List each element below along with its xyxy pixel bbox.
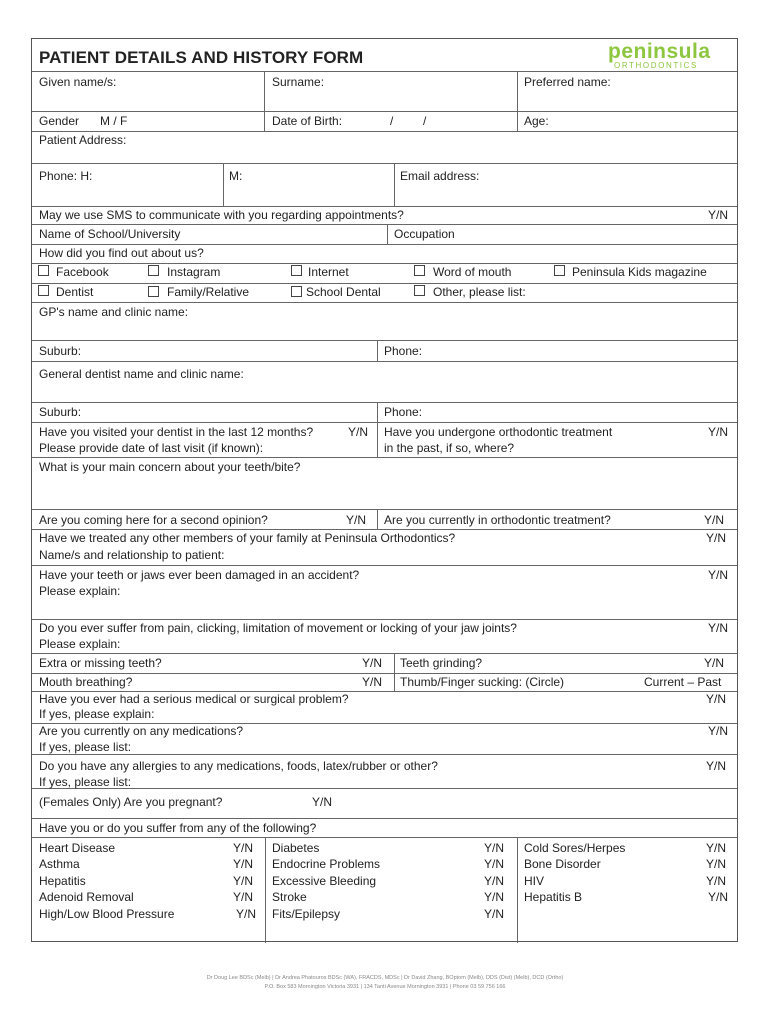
yn-option[interactable]: Y/N [312, 795, 333, 809]
yn-option[interactable]: Y/N [348, 425, 369, 439]
conditions-question: Have you or do you suffer from any of the following? [39, 821, 317, 835]
condition-item: Asthma [39, 857, 80, 871]
yn-option[interactable]: Y/N [708, 621, 729, 635]
family-relative-label: Family/Relative [167, 285, 250, 299]
yn-option[interactable]: Y/N [706, 841, 727, 855]
dentist-name-label: General dentist name and clinic name: [39, 367, 244, 381]
dob-separator: / [423, 114, 427, 128]
condition-item: Hepatitis [39, 874, 86, 888]
word-of-mouth-checkbox[interactable] [414, 265, 425, 276]
dentist-phone-label: Phone: [384, 405, 423, 419]
current-past-option[interactable]: Current – Past [644, 675, 722, 689]
yn-option[interactable]: Y/N [484, 874, 505, 888]
condition-item: Cold Sores/Herpes [524, 841, 626, 855]
ortho-past-question: Have you undergone orthodontic treatment [384, 425, 613, 439]
condition-item: Diabetes [272, 841, 320, 855]
phone-home-label: Phone: H: [39, 169, 93, 183]
yn-option[interactable]: Y/N [708, 724, 729, 738]
sms-question: May we use SMS to communicate with you regarding appointments? [39, 208, 404, 222]
footer-doctors: Dr Doug Lee BDSc (Melb) | Dr Andrea Phatouros BDSc (WA), FRACDS, MDSc | Dr David Zhang, BOptom (Melb), DDS (Dist) (Melb), DCD (Ortho) [206, 975, 564, 981]
yn-option[interactable]: Y/N [233, 841, 254, 855]
condition-item: Heart Disease [39, 841, 116, 855]
damaged-question: Have your teeth or jaws ever been damaged in an accident? [39, 568, 360, 582]
please-explain-label: Please explain: [39, 584, 121, 598]
condition-item: Stroke [272, 890, 307, 904]
facebook-label: Facebook [56, 265, 109, 279]
surname-label: Surname: [272, 75, 325, 89]
yn-option[interactable]: Y/N [346, 513, 367, 527]
condition-item: Bone Disorder [524, 857, 601, 871]
yn-option[interactable]: Y/N [484, 890, 505, 904]
condition-item: HIV [524, 874, 545, 888]
ortho-past-where: in the past, if so, where? [384, 441, 515, 455]
yn-option[interactable]: Y/N [708, 890, 729, 904]
yn-option[interactable]: Y/N [706, 857, 727, 871]
family-names-label: Name/s and relationship to patient: [39, 548, 225, 562]
school-label: Name of School/University [39, 227, 181, 241]
preferred-name-label: Preferred name: [524, 75, 611, 89]
other-label: Other, please list: [433, 285, 526, 299]
dob-label: Date of Birth: [272, 114, 343, 128]
if-yes-list-label: If yes, please list: [39, 775, 132, 789]
kids-magazine-label: Peninsula Kids magazine [572, 265, 707, 279]
condition-item: Adenoid Removal [39, 890, 134, 904]
medical-problem-question: Have you ever had a serious medical or surgical problem? [39, 692, 349, 706]
condition-item: Hepatitis B [524, 890, 583, 904]
yn-option[interactable]: Y/N [362, 656, 383, 670]
medications-question: Are you currently on any medications? [39, 724, 244, 738]
facebook-checkbox[interactable] [38, 265, 49, 276]
grinding-question: Teeth grinding? [400, 656, 483, 670]
word-of-mouth-label: Word of mouth [433, 265, 512, 279]
occupation-label: Occupation [394, 227, 455, 241]
phone-mobile-label: M: [229, 169, 243, 183]
dentist-label: Dentist [56, 285, 94, 299]
condition-item: Excessive Bleeding [272, 874, 377, 888]
yn-option[interactable]: Y/N [708, 568, 729, 582]
condition-item: Fits/Epilepsy [272, 907, 341, 921]
patient-form [31, 38, 738, 942]
last-visit-label: Please provide date of last visit (if known): [39, 441, 264, 455]
gp-name-label: GP's name and clinic name: [39, 305, 189, 319]
yn-option[interactable]: Y/N [484, 857, 505, 871]
yn-option[interactable]: Y/N [706, 874, 727, 888]
school-dental-label: School Dental [306, 285, 381, 299]
dob-separator: / [390, 114, 394, 128]
yn-option[interactable]: Y/N [484, 907, 505, 921]
condition-item: Endocrine Problems [272, 857, 381, 871]
main-concern-label: What is your main concern about your teeth/bite? [39, 460, 301, 474]
yn-option[interactable]: Y/N [706, 531, 727, 545]
extra-teeth-question: Extra or missing teeth? [39, 656, 162, 670]
other-checkbox[interactable] [414, 285, 425, 296]
logo-main-text: peninsula [608, 40, 711, 63]
instagram-checkbox[interactable] [148, 265, 159, 276]
yn-option[interactable]: Y/N [706, 759, 727, 773]
yn-option[interactable]: Y/N [704, 656, 725, 670]
jaw-pain-question: Do you ever suffer from pain, clicking, limitation of movement or locking of your jaw joints? [39, 621, 517, 635]
age-label: Age: [524, 114, 549, 128]
current-ortho-question: Are you currently in orthodontic treatment? [384, 513, 611, 527]
school-dental-checkbox[interactable] [291, 286, 302, 297]
yn-option[interactable]: Y/N [708, 425, 729, 439]
family-relative-checkbox[interactable] [148, 286, 159, 297]
given-names-label: Given name/s: [39, 75, 117, 89]
yn-option[interactable]: Y/N [484, 841, 505, 855]
family-treated-question: Have we treated any other members of your family at Peninsula Orthodontics? [39, 531, 456, 545]
second-opinion-question: Are you coming here for a second opinion? [39, 513, 268, 527]
gender-options[interactable]: M / F [100, 114, 128, 128]
gp-suburb-label: Suburb: [39, 344, 82, 358]
pregnant-question: (Females Only) Are you pregnant? [39, 795, 223, 809]
yn-option[interactable]: Y/N [704, 513, 725, 527]
yn-option[interactable]: Y/N [708, 208, 729, 222]
internet-checkbox[interactable] [291, 265, 302, 276]
internet-label: Internet [308, 265, 349, 279]
visited-dentist-question: Have you visited your dentist in the last 12 months? [39, 425, 314, 439]
allergies-question: Do you have any allergies to any medications, foods, latex/rubber or other? [39, 759, 438, 773]
yn-option[interactable]: Y/N [706, 692, 727, 706]
yn-option[interactable]: Y/N [233, 890, 254, 904]
email-label: Email address: [400, 169, 480, 183]
footer-address: P.O. Box 583 Mornington Victoria 3931 | 134 Tanti Avenue Mornington 3931 | Phone 03 59 756 166 [264, 984, 506, 990]
dentist-checkbox[interactable] [38, 285, 49, 296]
form-title: PATIENT DETAILS AND HISTORY FORM [39, 48, 364, 67]
kids-magazine-checkbox[interactable] [554, 265, 565, 276]
address-label: Patient Address: [39, 133, 127, 147]
please-explain-label: Please explain: [39, 637, 121, 651]
mouth-breathing-question: Mouth breathing? [39, 675, 133, 689]
yn-option[interactable]: Y/N [233, 857, 254, 871]
gender-label: Gender [39, 114, 80, 128]
if-yes-list-label: If yes, please list: [39, 740, 132, 754]
logo-sub-text: ORTHODONTICS [614, 61, 698, 70]
gp-phone-label: Phone: [384, 344, 423, 358]
yn-option[interactable]: Y/N [362, 675, 383, 689]
instagram-label: Instagram [167, 265, 221, 279]
yn-option[interactable]: Y/N [233, 874, 254, 888]
peninsula-logo [608, 40, 722, 72]
yn-option[interactable]: Y/N [236, 907, 257, 921]
if-yes-explain-label: If yes, please explain: [39, 707, 155, 721]
dentist-suburb-label: Suburb: [39, 405, 82, 419]
thumb-sucking-question: Thumb/Finger sucking: (Circle) [400, 675, 565, 689]
find-us-question: How did you find out about us? [39, 246, 204, 260]
condition-item: High/Low Blood Pressure [39, 907, 175, 921]
